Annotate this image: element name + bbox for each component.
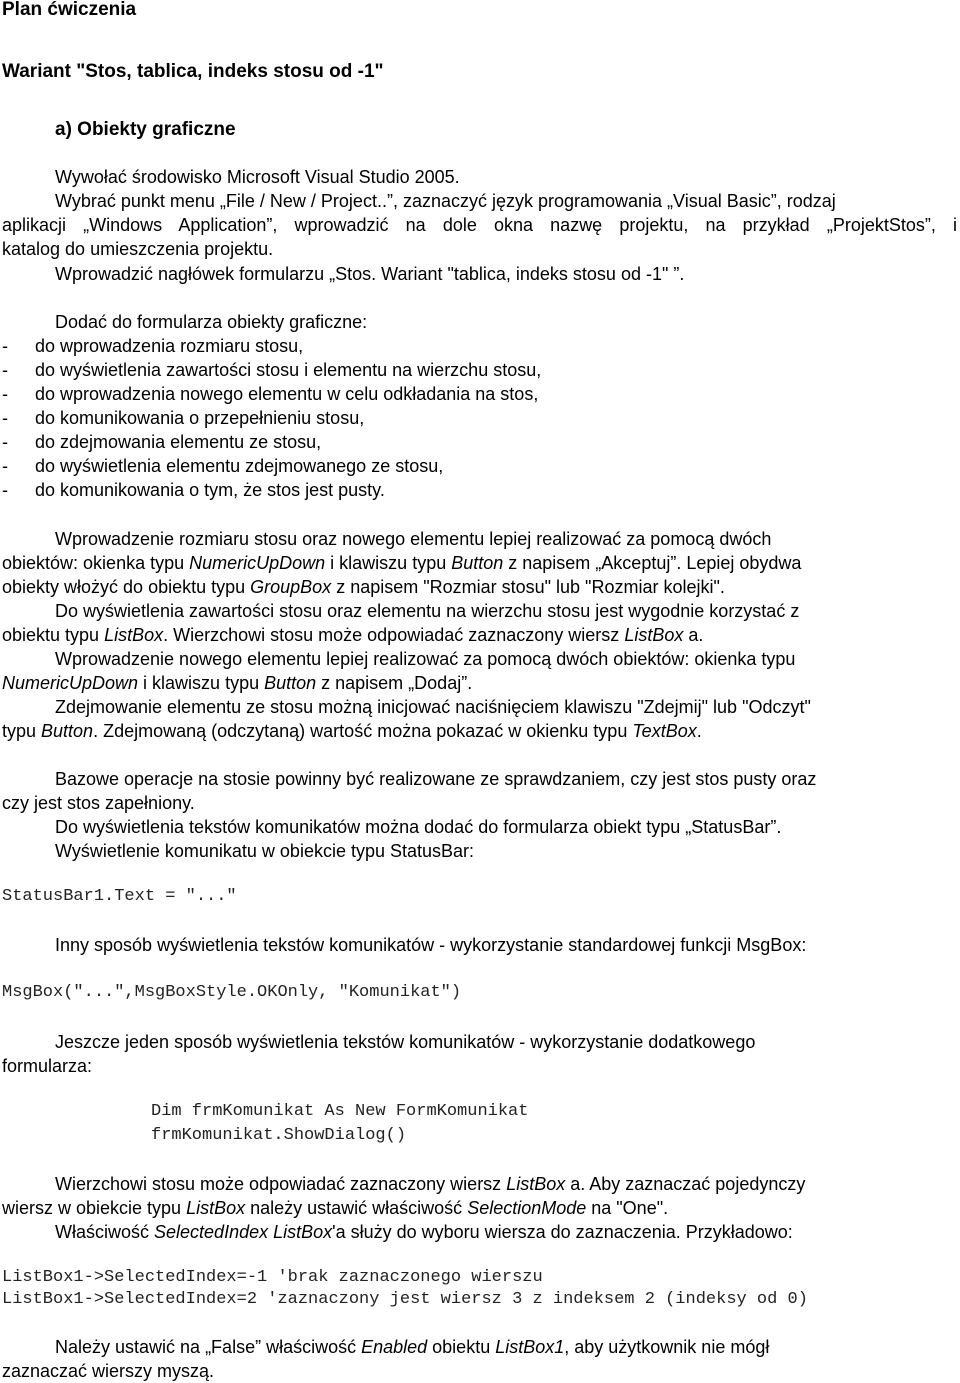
para1-line-2: obiektów: okienka typu NumericUpDown i klawiszu typu Button z napisem „Akceptuj”. Lepiej obydwa [2,553,802,573]
msgbox-intro: Inny sposób wyświetlenia tekstów komunikatów - wykorzystanie standardowej funkcji MsgBox: [55,935,807,955]
para2-line-4: Wyświetlenie komunikatu w obiekcie typu StatusBar: [55,841,475,861]
intro-line-2: Wybrać punkt menu „File / New / Project..”, zaznaczyć język programowania „Visual Basic”, rodzaj [55,191,836,211]
intro-line-3: aplikacji „Windows Application”, wprowadzić na dole okna nazwę projektu, na przykład „ProjektStos”, i [2,215,957,235]
objects-intro: Dodać do formularza obiekty graficzne: [55,312,368,332]
bullet-dash: - [2,336,8,356]
para1-line-5: obiektu typu ListBox. Wierzchowi stosu może odpowiadać zaznaczony wiersz ListBox a. [2,625,704,645]
bullet-dash: - [2,408,8,428]
list-item-text: do wprowadzenia nowego elementu w celu odkładania na stos, [35,384,539,404]
intro-line-1: Wywołać środowisko Microsoft Visual Studio 2005. [55,167,460,187]
para2-line-2: czy jest stos zapełniony. [2,793,195,813]
para2-line-3: Do wyświetlenia tekstów komunikatów można dodać do formularza obiekt typu „StatusBar”. [55,817,782,837]
variant-heading: Wariant "Stos, tablica, indeks stosu od -1" [2,61,384,82]
list-item [2,334,304,358]
list-item [2,382,539,406]
para1-line-9: typu Button. Zdejmowaną (odczytaną) wartość można pokazać w okienku typu TextBox. [2,721,702,741]
list-item [2,454,444,478]
code-listbox-line-1: ListBox1->SelectedIndex=-1 'brak zaznaczonego wierszu [2,1268,543,1287]
code-form-line-1: Dim frmKomunikat As New FormKomunikat [151,1102,529,1121]
code-msgbox: MsgBox("...",MsgBoxStyle.OKOnly, "Komunikat") [2,983,462,1002]
para2-line-1: Bazowe operacje na stosie powinny być realizowane ze sprawdzaniem, czy jest stos pusty oraz [55,769,817,789]
code-statusbar: StatusBar1.Text = "..." [2,887,237,906]
para3-line-1: Wierzchowi stosu może odpowiadać zaznaczony wiersz ListBox a. Aby zaznaczać pojedynczy [55,1174,806,1194]
bullet-dash: - [2,384,8,404]
para3-line-3: Właściwość SelectedIndex ListBox'a służy do wyboru wiersza do zaznaczenia. Przykładowo: [55,1222,793,1242]
para4-line-1: Należy ustawić na „False” właściwość Enabled obiektu ListBox1, aby użytkownik nie mógł [55,1337,770,1357]
para3-line-2: wiersz w obiekcie typu ListBox należy ustawić właściwość SelectionMode na "One". [2,1198,669,1218]
bullet-dash: - [2,480,8,500]
para1-line-8: Zdejmowanie elementu ze stosu możną inicjować naciśnięciem klawiszu "Zdejmij" lub "Odczyt" [55,697,811,717]
form-intro-line-1: Jeszcze jeden sposób wyświetlenia tekstów komunikatów - wykorzystanie dodatkowego [55,1032,756,1052]
list-item [2,358,542,382]
code-listbox-line-2: ListBox1->SelectedIndex=2 'zaznaczony jest wiersz 3 z indeksem 2 (indeksy od 0) [2,1290,808,1309]
code-form-line-2: frmKomunikat.ShowDialog() [151,1126,407,1145]
page-title: Plan ćwiczenia [2,0,137,20]
list-item-text: do wyświetlenia zawartości stosu i elementu na wierzchu stosu, [35,360,542,380]
list-item-text: do zdejmowania elementu ze stosu, [35,432,322,452]
para1-line-4: Do wyświetlenia zawartości stosu oraz elementu na wierzchu stosu jest wygodnie korzystać z [55,601,800,621]
para1-line-3: obiekty włożyć do obiektu typu GroupBox z napisem "Rozmiar stosu" lub "Rozmiar kolejki". [2,577,725,597]
list-item [2,430,322,454]
bullet-dash: - [2,432,8,452]
section-heading: a) Obiekty graficzne [55,119,236,140]
para4-line-2: zaznaczać wierszy myszą. [2,1361,215,1381]
intro-line-4: katalog do umieszczenia projektu. [2,239,274,259]
list-item-text: do komunikowania o przepełnieniu stosu, [35,408,365,428]
list-item [2,406,365,430]
intro-line-5: Wprowadzić nagłówek formularzu „Stos. Wariant "tablica, indeks stosu od -1" ”. [55,264,685,284]
para1-line-1: Wprowadzenie rozmiaru stosu oraz nowego elementu lepiej realizować za pomocą dwóch [55,529,772,549]
para1-line-6: Wprowadzenie nowego elementu lepiej realizować za pomocą dwóch obiektów: okienka typu [55,649,796,669]
list-item [2,478,385,502]
para1-line-7: NumericUpDown i klawiszu typu Button z napisem „Dodaj”. [2,673,473,693]
form-intro-line-2: formularza: [2,1056,93,1076]
list-item-text: do wyświetlenia elementu zdejmowanego ze stosu, [35,456,444,476]
bullet-dash: - [2,456,8,476]
list-item-text: do komunikowania o tym, że stos jest pusty. [35,480,385,500]
bullet-dash: - [2,360,8,380]
list-item-text: do wprowadzenia rozmiaru stosu, [35,336,304,356]
